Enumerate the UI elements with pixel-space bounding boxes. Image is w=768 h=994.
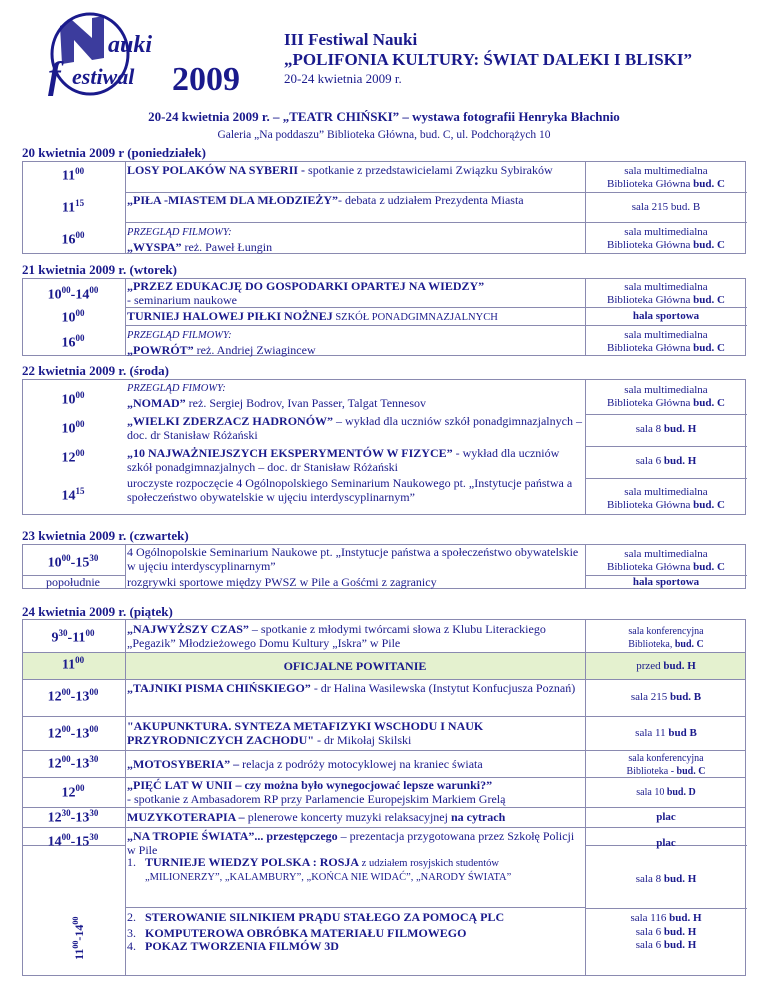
- festival-header: [284, 30, 692, 88]
- exhibition-title: 20-24 kwietnia 2009 r. – „TEATR CHIŃSKI” – wystawa fotografii Henryka Błachnio: [148, 109, 620, 124]
- table-row: $16^{00}$ PRZEGLĄD FILMOWY: „WYSPA” reż. Paweł Łungin sala multimedialna Biblioteka Główna bud. C: [61, 226, 725, 254]
- festival-dates: 20-24 kwietnia 2009 r.: [284, 71, 402, 86]
- logo-letter-f: f: [48, 55, 61, 97]
- table-row: $10^{00}-14^{00}$ „PRZEZ EDUKACJĘ DO GOSPODARKI OPARTEJ NA WIEDZY” - seminarium naukowe sala multimedialna Biblioteka Główna bud. C: [47, 279, 725, 307]
- schedule-friday: $9^{30}-11^{00}$ „NAJWYŻSZY CZAS” – spotkanie z młodymi twórcami słowa z Klubu Literackiego „Pegazik” Młodzieżowego Domu Kultury „Iskra” w Pile sala konferencyjna Biblioteka, bud. C $11^{00}$ OFICJALNE POWITANIE przed bud. H $12^{00}-13^{00}$ „TAJNIKI PISMA CHIŃSKIEGO” - dr Halina Wasilewska (Instytut Konfucjusza Poznań) sala 215 bud. B $12^{00}-13^{00}$ "AKUPUNKTURA. SYNTEZA METAFIZYKI WSCHODU I NAUK PRZYRODNICZYCH ZACHODU" - dr Mikołaj Skilski sala 11 bud B $12^{00}-13^{30}$ „MOTOSYBERIA” – relacja z podróży motocyklowej na kraniec świata sala konferencyjna Biblioteka - bud. C $12^{00}$ „PIĘĆ LAT W UNII – czy można było wynegocjować lepsze warunki?” - spotkanie z Ambasadorem RP przy Parlamencie Europejskim Markiem Grelą sala 10 bud. D $12^{30}-13^{30}$ MUZYKOTERAPIA – plenerowe koncerty muzyki relaksacyjnej na cytrach plac $14^{00}-15^{30}$ „NA TROPIE ŚWIATA”... przestępczego – prezentacja przygotowana przez Szkołę Policji w Pile plac $11^{00}-14^{00}$ 1. TURNIEJE WIEDZY POLSKA : ROSJA z udziałem rosyjskich studentów „MILIONERZY”, „KALAMBURY”, „KOŃCA NIE WIDAĆ”, „NARODY ŚWIATA” sala 8 bud. H 2. STEROWANIE SILNIKIEM PRĄDU STAŁEGO ZA POMOCĄ PLC sala 116 bud. H 3. KOMPUTEROWA OBRÓBKA MATERIAŁU FILMOWEGO sala 6 bud. H 4. POKAZ TWORZENIA FILMÓW 3D sala 6 bud. H: [22, 619, 746, 976]
- exhibition-location: Galeria „Na poddaszu” Biblioteka Główna, bud. C, ul. Podchorążych 10: [217, 129, 551, 141]
- schedule-monday: [22, 161, 746, 254]
- table-row: $12^{30}-13^{30}$ MUZYKOTERAPIA – plenerowe koncerty muzyki relaksacyjnej na cytrach plac: [47, 808, 676, 826]
- table-row: $12^{00}$ „10 NAJWAŻNIEJSZYCH EKSPERYMENTÓW W FIZYCE” - wykład dla uczniów szkół ponadgimnazjalnych – doc. dr Stanisław Różański sala 6 bud. H: [61, 446, 697, 474]
- day-title-thursday: 23 kwietnia 2009 r. (czwartek): [22, 528, 189, 543]
- table-row: $11^{00}$ LOSY POLAKÓW NA SYBERII - spotkanie z przedstawicielami Związku Sybiraków sala multimedialna Biblioteka Główna bud. C: [61, 163, 725, 190]
- schedule-tuesday: [22, 278, 746, 356]
- day-title-wednesday: 22 kwietnia 2009 r. (środa): [22, 363, 169, 378]
- table-row: $10^{00}$ TURNIEJ HALOWEJ PIŁKI NOŻNEJ SZKÓŁ PONADGIMNAZJALNYCH hala sportowa: [61, 308, 700, 326]
- logo-year: 2009: [172, 61, 240, 98]
- list-item: 1. TURNIEJE WIEDZY POLSKA : ROSJA z udziałem rosyjskich studentów „MILIONERZY”, „KALAMBURY”, „KOŃCA NIE WIDAĆ”, „NARODY ŚWIATA”: [127, 855, 512, 883]
- table-row: $12^{00}$ „PIĘĆ LAT W UNII – czy można było wynegocjować lepsze warunki?” - spotkanie z Ambasadorem RP przy Parlamencie Europejskim Markiem Grelą sala 10 bud. D: [61, 778, 696, 806]
- festival-logo: [30, 8, 270, 100]
- table-row: popołudnie rozgrywki sportowe między PWSZ w Pile a Gośćmi z zagranicy hala sportowa: [46, 575, 700, 589]
- logo-word-nauki: auki: [108, 32, 153, 58]
- table-row: $16^{00}$ PRZEGLĄD FILMOWY: „POWRÓT” reż. Andriej Zwiagincew sala multimedialna Biblioteka Główna bud. C: [61, 329, 725, 357]
- table-row: $11^{00}$ OFICJALNE POWITANIE przed bud. H: [61, 655, 696, 673]
- table-row: $12^{00}-13^{00}$ "AKUPUNKTURA. SYNTEZA METAFIZYKI WSCHODU I NAUK PRZYRODNICZYCH ZACHODU" - dr Mikołaj Skilski sala 11 bud B: [47, 719, 697, 747]
- table-row: $14^{15}$ uroczyste rozpoczęcie 4 Ogólnopolskiego Seminarium Naukowego pt. „Instytucje państwa a społeczeństwo obywatelskie w ujęciu interdyscyplinarnym” sala multimedialna Biblioteka Główna bud. C: [61, 476, 725, 511]
- day-title-tuesday: 21 kwietnia 2009 r. (wtorek): [22, 262, 177, 277]
- schedule-wednesday: [22, 379, 746, 515]
- day-title-monday: 20 kwietnia 2009 r (poniedziałek): [22, 145, 206, 160]
- table-row: $11^{15}$ „PIŁA -MIASTEM DLA MŁODZIEŻY”- debata z udziałem Prezydenta Miasta sala 215 bud. B: [61, 193, 701, 216]
- schedule-thursday: [22, 544, 746, 589]
- day-title-friday: 24 kwietnia 2009 r. (piątek): [22, 604, 173, 619]
- table-row: $12^{00}-13^{00}$ „TAJNIKI PISMA CHIŃSKIEGO” - dr Halina Wasilewska (Instytut Konfucjusza Poznań) sala 215 bud. B: [47, 681, 702, 705]
- table-row: $10^{00}$ „WIELKI ZDERZACZ HADRONÓW” – wykład dla uczniów szkół ponadgimnazjalnych – doc. dr Stanisław Różański sala 8 bud. H: [61, 414, 697, 442]
- table-row: $10^{00}$ PRZEGLĄD FIMOWY: „NOMAD” reż. Sergiej Bodrov, Ivan Passer, Talgat Tennesov sala multimedialna Biblioteka Główna bud. C: [61, 383, 725, 410]
- logo-word-festiwal: estiwal: [72, 64, 135, 89]
- table-row: $14^{00}-15^{30}$ „NA TROPIE ŚWIATA”... przestępczego – prezentacja przygotowana przez Szkołę Policji w Pile plac: [47, 829, 676, 857]
- table-row: $9^{30}-11^{00}$ „NAJWYŻSZY CZAS” – spotkanie z młodymi twórcami słowa z Klubu Literackiego „Pegazik” Młodzieżowego Domu Kultury „Iskra” w Pile sala konferencyjna Biblioteka, bud. C: [51, 622, 704, 650]
- table-row: $12^{00}-13^{30}$ „MOTOSYBERIA” – relacja z podróży motocyklowej na kraniec świata sala konferencyjna Biblioteka - bud. C: [47, 753, 706, 777]
- festival-name: III Festiwal Nauki: [284, 30, 418, 49]
- festival-theme: „POLIFONIA KULTURY: ŚWIAT DALEKI I BLISKI”: [284, 50, 692, 69]
- vertical-time-label: $11^{00}-14^{00}$: [71, 916, 86, 960]
- table-row: $10^{00}-15^{30}$ 4 Ogólnopolskie Seminarium Naukowe pt. „Instytucje państwa a społeczeństwo obywatelskie w ujęciu interdyscyplinarnym” sala multimedialna Biblioteka Główna bud. C: [47, 545, 725, 573]
